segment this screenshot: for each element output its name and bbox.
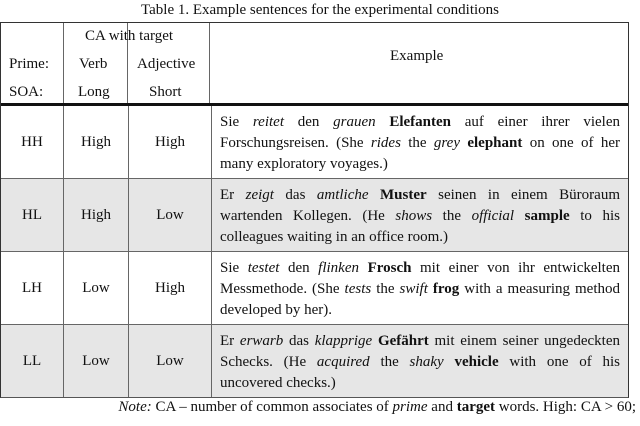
conditions-table — [0, 22, 629, 398]
italic-word: erwarb — [239, 333, 284, 349]
example-cell — [212, 106, 628, 178]
condition-cell: LL — [1, 325, 64, 397]
adjective-ca-cell: Low — [129, 179, 212, 251]
header-verb: Verb — [79, 56, 108, 72]
text-segment: and — [427, 399, 457, 415]
bold-word: vehicle — [454, 354, 499, 370]
text-segment — [444, 354, 455, 370]
table-row — [1, 251, 628, 324]
table-header — [1, 23, 628, 106]
text-segment: the — [400, 135, 434, 151]
verb-ca-cell: Low — [64, 325, 129, 397]
italic-word: shows — [395, 208, 433, 224]
italic-word: klapprige — [314, 333, 373, 349]
table-row — [1, 178, 628, 251]
italic-word: Note: — [118, 399, 152, 415]
verb-ca-cell: High — [64, 179, 129, 251]
header-long: Long — [78, 84, 110, 100]
text-segment: with a measuring method developed by her). — [220, 281, 620, 318]
verb-ca-cell: High — [64, 106, 129, 178]
example-cell — [212, 325, 628, 397]
condition-cell: HH — [1, 106, 64, 178]
italic-word: testet — [247, 260, 280, 276]
italic-word: tests — [344, 281, 372, 297]
italic-word: grey — [433, 135, 461, 151]
header-example: Example — [390, 48, 444, 64]
italic-word: official — [471, 208, 515, 224]
text-segment: mit einem seiner ungedeckten Schecks. (He — [220, 333, 620, 370]
bold-word: Gefährt — [377, 333, 429, 349]
bold-word: target — [456, 399, 496, 415]
text-segment: Sie — [220, 260, 248, 276]
text-segment: Er — [220, 333, 240, 349]
text-segment: on one of her many exploratory voyages.) — [220, 135, 621, 172]
header-adjective: Adjective — [137, 56, 196, 72]
text-segment: auf einer ihrer vielen Forschungsreisen. (She — [220, 114, 620, 151]
condition-cell: HL — [1, 179, 64, 251]
table-caption: Table 1. Example sentences for the experimental conditions — [141, 2, 499, 18]
text-segment: das — [273, 187, 317, 203]
italic-word: acquired — [316, 354, 370, 370]
text-segment: to his colleagues waiting in an office room.) — [220, 208, 620, 245]
text-segment: Er — [220, 187, 246, 203]
italic-word: zeigt — [245, 187, 274, 203]
text-segment: den — [279, 260, 319, 276]
table-row — [1, 106, 628, 178]
bold-word: Muster — [380, 187, 427, 203]
condition-cell: LH — [1, 252, 64, 324]
text-segment: das — [283, 333, 315, 349]
text-segment: the — [432, 208, 472, 224]
verb-ca-cell: Low — [64, 252, 129, 324]
example-cell — [212, 179, 628, 251]
bold-word: Elefanten — [389, 114, 452, 130]
bold-word: elephant — [467, 135, 523, 151]
italic-word: amtliche — [316, 187, 369, 203]
text-segment: CA – number of common associates of — [151, 399, 393, 415]
text-segment: mit einer von ihr entwickelten Messmethode. (She — [220, 260, 621, 297]
italic-word: rides — [370, 135, 401, 151]
italic-word: shaky — [409, 354, 444, 370]
text-segment: the — [371, 281, 400, 297]
bold-word: sample — [524, 208, 570, 224]
text-segment — [514, 208, 525, 224]
bold-word: Frosch — [367, 260, 412, 276]
adjective-ca-cell: High — [129, 106, 212, 178]
bold-word: frog — [432, 281, 460, 297]
text-segment: words. High: CA > 60; — [495, 399, 636, 415]
adjective-ca-cell: Low — [129, 325, 212, 397]
text-segment — [376, 114, 390, 130]
text-segment: seinen in einem Büroraum wartenden Kollegen. (He — [220, 187, 620, 224]
table-note — [0, 399, 640, 416]
header-soa: SOA: — [9, 84, 44, 100]
text-segment: with one of his uncovered checks.) — [220, 354, 621, 391]
header-short: Short — [149, 84, 182, 100]
italic-word: swift — [399, 281, 428, 297]
italic-word: prime — [392, 399, 428, 415]
example-cell — [212, 252, 628, 324]
header-prime: Prime: — [9, 56, 49, 72]
text-segment: den — [284, 114, 334, 130]
text-segment — [359, 260, 368, 276]
text-segment: Sie — [220, 114, 253, 130]
adjective-ca-cell: High — [129, 252, 212, 324]
text-segment — [369, 187, 380, 203]
header-ca-with-target: CA with target — [85, 28, 174, 44]
italic-word: reitet — [252, 114, 284, 130]
text-segment: the — [369, 354, 410, 370]
italic-word: grauen — [333, 114, 376, 130]
table-row — [1, 324, 628, 397]
italic-word: flinken — [318, 260, 359, 276]
